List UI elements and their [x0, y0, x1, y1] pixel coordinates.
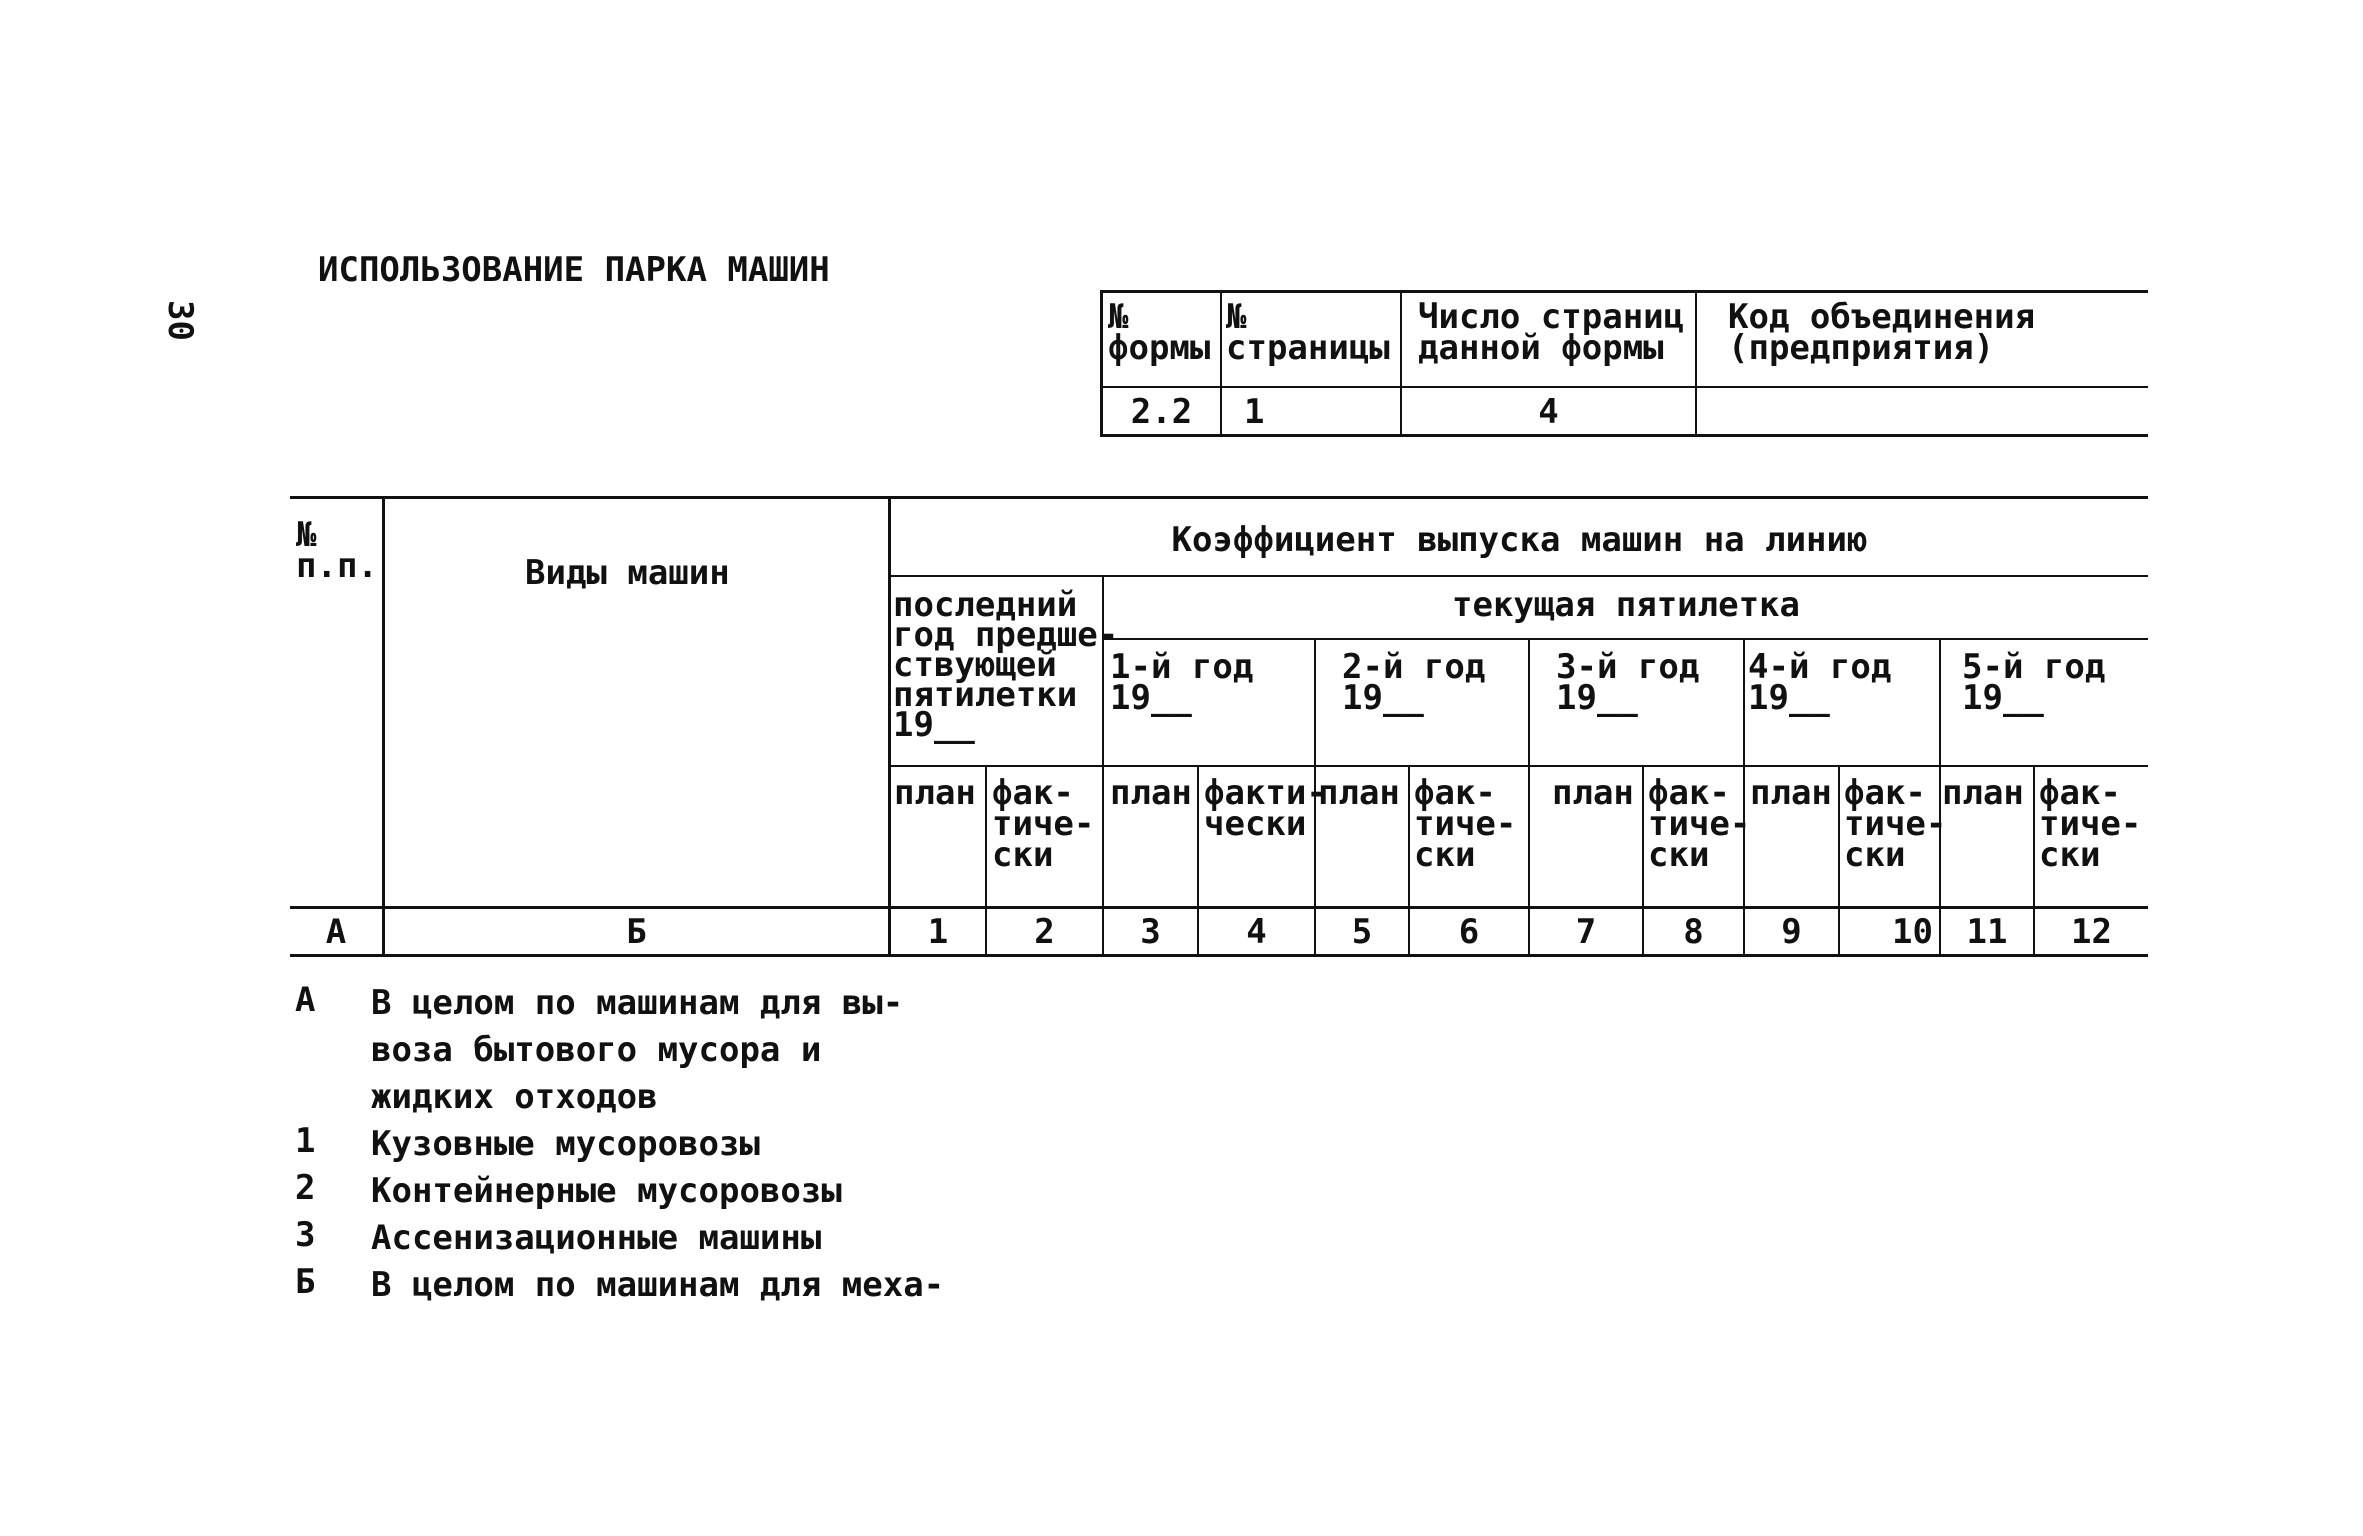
form-header-vline [1220, 290, 1222, 437]
index-cell: 3 [1140, 912, 1161, 952]
plan-header: план [1110, 773, 1192, 813]
form-header-bottom-line [1100, 434, 2148, 437]
year-5-header: 5-й год 19__ [1962, 647, 2106, 718]
list-item-index: 3 [295, 1215, 316, 1255]
list-item-text: В целом по машинам для меха- [371, 1265, 945, 1305]
main-table-hline [1102, 638, 2148, 640]
plan-header: план [894, 773, 976, 813]
org-code-label: Код объединения (предприятия) [1728, 297, 2036, 368]
index-cell: 8 [1683, 912, 1704, 952]
fact-header: фак- тиче- ски [1844, 773, 1947, 875]
col-type-header: Виды машин [525, 553, 730, 593]
list-item [295, 1121, 944, 1168]
page-number-label: № страницы [1226, 297, 1390, 368]
index-cell: Б [626, 912, 647, 952]
form-number-value: 2.2 [1130, 392, 1193, 432]
index-cell: 1 [927, 912, 949, 952]
main-table-hline [888, 575, 2148, 577]
index-cell: 12 [2071, 912, 2112, 952]
main-table-vline [888, 496, 891, 957]
list-item-index: 2 [295, 1168, 316, 1208]
main-table-hline [888, 765, 2148, 767]
document-title: ИСПОЛЬЗОВАНИЕ ПАРКА МАШИН [318, 250, 830, 290]
form-number-label: № формы [1108, 297, 1211, 368]
list-item-index: 1 [295, 1121, 316, 1161]
current-five-year-header: текущая пятилетка [1452, 585, 1800, 625]
list-item [295, 980, 944, 1121]
fact-header: фак- тиче- ски [2039, 773, 2142, 875]
page-number: 30 [160, 300, 200, 341]
plan-header: план [1318, 773, 1400, 813]
main-table-vline [1528, 638, 1530, 957]
pages-count-value: 4 [1538, 392, 1559, 432]
index-cell: 7 [1575, 912, 1597, 952]
list-item [295, 1168, 944, 1215]
fact-header: фак- тиче- ски [1648, 773, 1751, 875]
list-item [295, 1262, 944, 1309]
page-number-value: 1 [1244, 392, 1265, 432]
year-3-header: 3-й год 19__ [1556, 647, 1700, 718]
list-item [295, 1215, 944, 1262]
index-cell: 9 [1781, 912, 1802, 952]
list-item-index: Б [295, 1262, 316, 1302]
main-table-bottom-line [290, 954, 2148, 957]
plan-header: план [1942, 773, 2024, 813]
form-header-top-line [1100, 290, 2148, 293]
list-item-text: Ассенизационные машины [371, 1218, 822, 1258]
plan-header: план [1750, 773, 1832, 813]
machine-type-list [295, 980, 944, 1309]
index-cell: А [325, 912, 347, 952]
list-item-text: Кузовные мусоровозы [371, 1124, 760, 1164]
index-cell: 2 [1034, 912, 1055, 952]
plan-header: план [1552, 773, 1634, 813]
index-cell: 10 [1892, 912, 1933, 952]
main-table-top-line [290, 496, 2148, 499]
form-header-mid-line [1100, 386, 2148, 388]
list-item-text: Контейнерные мусоровозы [371, 1171, 842, 1211]
main-table-hline [290, 906, 2148, 909]
main-table-vline [382, 496, 385, 957]
list-item-index: А [295, 980, 316, 1020]
index-cell: 4 [1246, 912, 1267, 952]
fact-header: фак- тиче- ски [992, 773, 1095, 875]
year-4-header: 4-й год 19__ [1748, 647, 1892, 718]
coefficient-group-header: Коэффициент выпуска машин на линию [1171, 520, 1868, 560]
fact-header: фак- тиче- ски [1414, 773, 1517, 875]
form-header-vline [1695, 290, 1697, 437]
year-1-header: 1-й год 19__ [1110, 647, 1254, 718]
index-cell: 11 [1966, 912, 2008, 952]
list-item-text: В целом по машинам для вы- воза бытового мусора и жидких отходов [371, 983, 904, 1117]
index-cell: 5 [1351, 912, 1373, 952]
col-num-header: № п.п. [296, 515, 378, 586]
prev-year-header: последний год предше- ствующей пятилетки 19__ [893, 585, 1119, 745]
pages-count-label: Число страниц данной формы [1418, 297, 1685, 368]
index-cell: 6 [1458, 912, 1480, 952]
year-2-header: 2-й год 19__ [1342, 647, 1486, 718]
fact-header: факти- чески [1204, 773, 1327, 844]
